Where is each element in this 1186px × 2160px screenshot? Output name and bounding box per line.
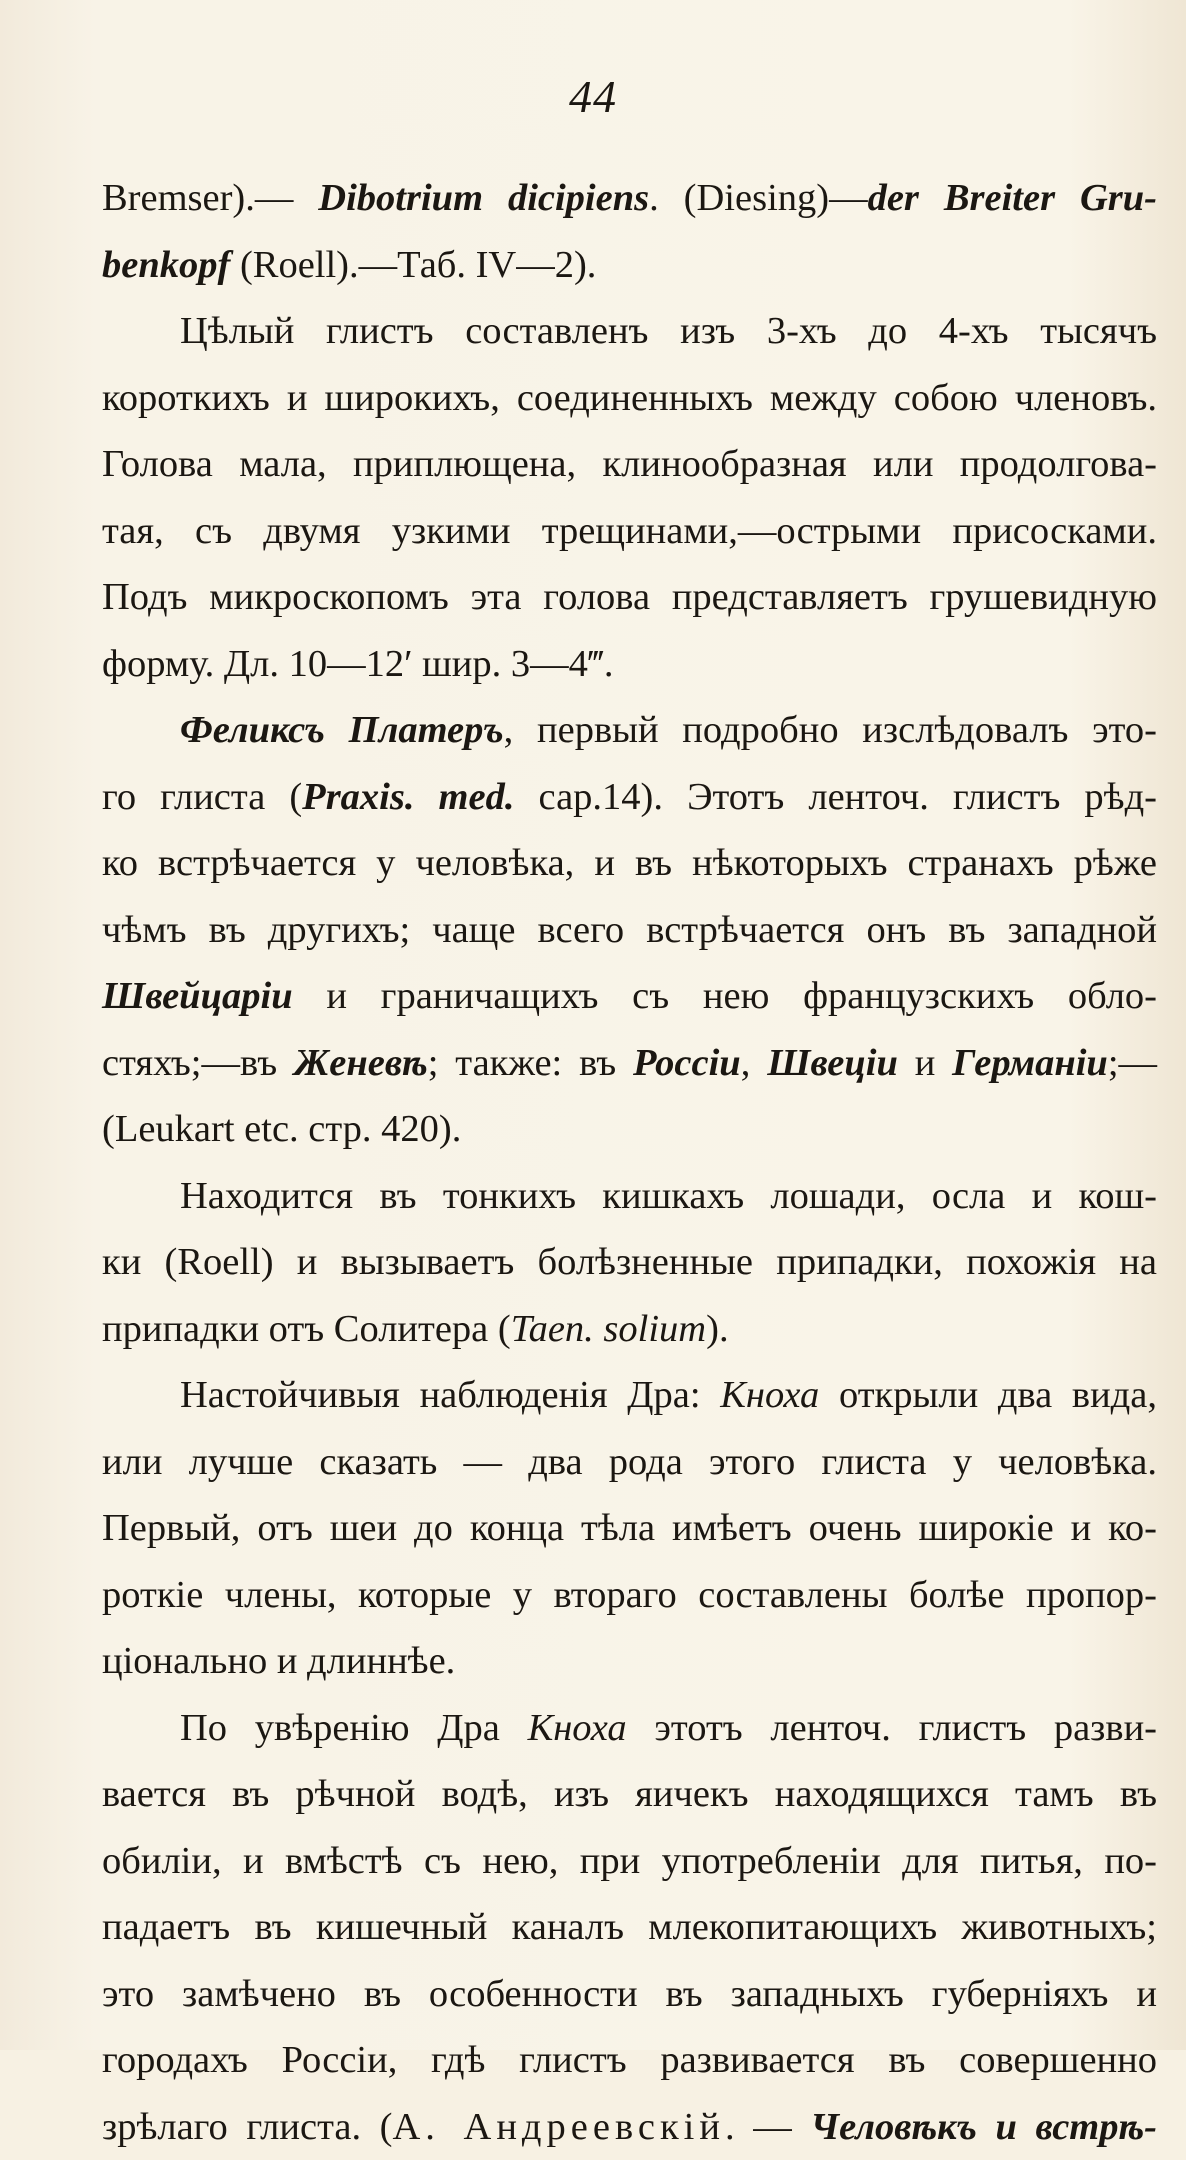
text-line: зрѣлаго глиста. (А. Андреевскій. — Человѣкъ и встрѣ-	[102, 2094, 1157, 2160]
text-line: роткіе члены, которые у втораго составлены болѣе пропор-	[102, 1562, 1157, 1629]
paragraph-6	[102, 1695, 1157, 2160]
text-line: Настойчивыя наблюденія Дра: Кноха открыли два вида,	[102, 1362, 1157, 1429]
text-line: Находится въ тонкихъ кишкахъ лошади, осла и кош-	[102, 1163, 1157, 1230]
paragraph-4	[102, 1163, 1157, 1363]
paragraph-3	[102, 697, 1157, 1163]
text-line: стяхъ;—въ Женевѣ; также: въ Россіи, Швеціи и Германіи;—	[102, 1030, 1157, 1097]
text-line: Феликсъ Платеръ, первый подробно изслѣдовалъ это-	[102, 697, 1157, 764]
text-line: это замѣчено въ особенности въ западныхъ губерніяхъ и	[102, 1961, 1157, 2028]
text-line: падаетъ въ кишечный каналъ млекопитающихъ животныхъ;	[102, 1894, 1157, 1961]
text-line: ко встрѣчается у человѣка, и въ нѣкоторыхъ странахъ рѣже	[102, 830, 1157, 897]
text-line: Цѣлый глистъ составленъ изъ 3-хъ до 4-хъ тысячъ	[102, 298, 1157, 365]
text-line: Первый, отъ шеи до конца тѣла имѣетъ очень широкіе и ко-	[102, 1495, 1157, 1562]
text-line: форму. Дл. 10—12′ шир. 3—4‴.	[102, 631, 1157, 698]
text-line: вается въ рѣчной водѣ, изъ яичекъ находящихся тамъ въ	[102, 1761, 1157, 1828]
text-line: Подъ микроскопомъ эта голова представляетъ грушевидную	[102, 564, 1157, 631]
page-number: 44	[0, 70, 1186, 123]
text-line: benkopf (Roell).—Таб. IV—2).	[102, 232, 1157, 299]
text-line: чѣмъ въ другихъ; чаще всего встрѣчается онъ въ западной	[102, 897, 1157, 964]
text-line: Швейцаріи и граничащихъ съ нею французскихъ обло-	[102, 963, 1157, 1030]
text-line: По увѣренію Дра Кноха этотъ ленточ. глистъ разви-	[102, 1695, 1157, 1762]
text-line: ки (Roell) и вызываетъ болѣзненные припадки, похожія на	[102, 1229, 1157, 1296]
text-line: короткихъ и широкихъ, соединенныхъ между собою членовъ.	[102, 365, 1157, 432]
text-line: Голова мала, приплющена, клинообразная или продолгова-	[102, 431, 1157, 498]
text-line: обиліи, и вмѣстѣ съ нею, при употребленіи для питья, по-	[102, 1828, 1157, 1895]
text-line: Bremser).— Dibotrium dicipiens. (Diesing)—der Breiter Gru-	[102, 165, 1157, 232]
paragraph-2	[102, 298, 1157, 697]
body-text	[102, 165, 1157, 2160]
paragraph-5	[102, 1362, 1157, 1695]
text-line: или лучше сказать — два рода этого глиста у человѣка.	[102, 1429, 1157, 1496]
text-line: городахъ Россіи, гдѣ глистъ развивается въ совершенно	[102, 2027, 1157, 2094]
text-line: (Leukart etc. стр. 420).	[102, 1096, 1157, 1163]
text-line: тая, съ двумя узкими трещинами,—острыми присосками.	[102, 498, 1157, 565]
text-line: ціонально и длиннѣе.	[102, 1628, 1157, 1695]
text-line: го глиста (Praxis. med. сар.14). Этотъ ленточ. глистъ рѣд-	[102, 764, 1157, 831]
text-line: припадки отъ Солитера (Taen. solium).	[102, 1296, 1157, 1363]
paragraph-1	[102, 165, 1157, 298]
